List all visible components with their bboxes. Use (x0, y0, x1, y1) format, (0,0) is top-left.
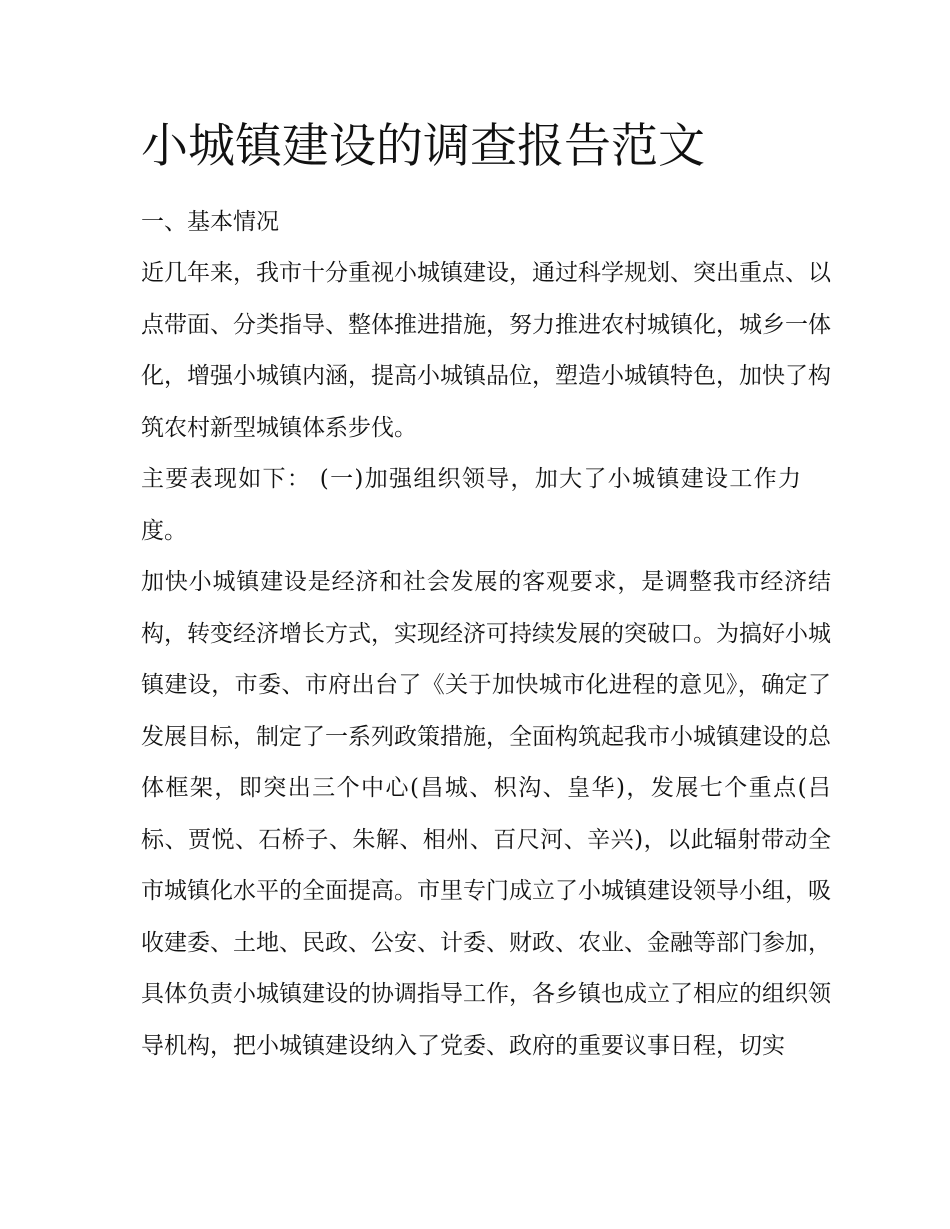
paragraph-intro: 近几年来，我市十分重视小城镇建设，通过科学规划、突出重点、以点带面、分类指导、整体推进措施，努力推进农村城镇化，城乡一体化，增强小城镇内涵，提高小城镇品位，塑造小城镇特色，加快了构筑农村新型城镇体系步伐。 (141, 260, 831, 441)
document-page (141, 112, 831, 1072)
document-title: 小城镇建设的调查报告范文 (141, 119, 705, 174)
paragraph-organization: 加快小城镇建设是经济和社会发展的客观要求，是调整我市经济结构，转变经济增长方式，实现经济可持续发展的突破口。为搞好小城镇建设，市委、市府出台了《关于加快城市化进程的意见》，确定了发展目标，制定了一系列政策措施，全面构筑起我市小城镇建设的总体框架，即突出三个中心(昌城、枳沟、皇华)，发展七个重点(吕标、贾悦、石桥子、朱解、相州、百尺河、辛兴)，以此辐射带动全市城镇化水平的全面提高。市里专门成立了小城镇建设领导小组，吸收建委、土地、民政、公安、计委、财政、农业、金融等部门参加，具体负责小城镇建设的协调指导工作，各乡镇也成立了相应的组织领导机构，把小城镇建设纳入了党委、政府的重要议事日程，切实 (141, 569, 831, 1059)
paragraph-main-points: 主要表现如下： (一)加强组织领导，加大了小城镇建设工作力度。 (141, 466, 801, 544)
section-heading: 一、基本情况 (141, 209, 279, 235)
